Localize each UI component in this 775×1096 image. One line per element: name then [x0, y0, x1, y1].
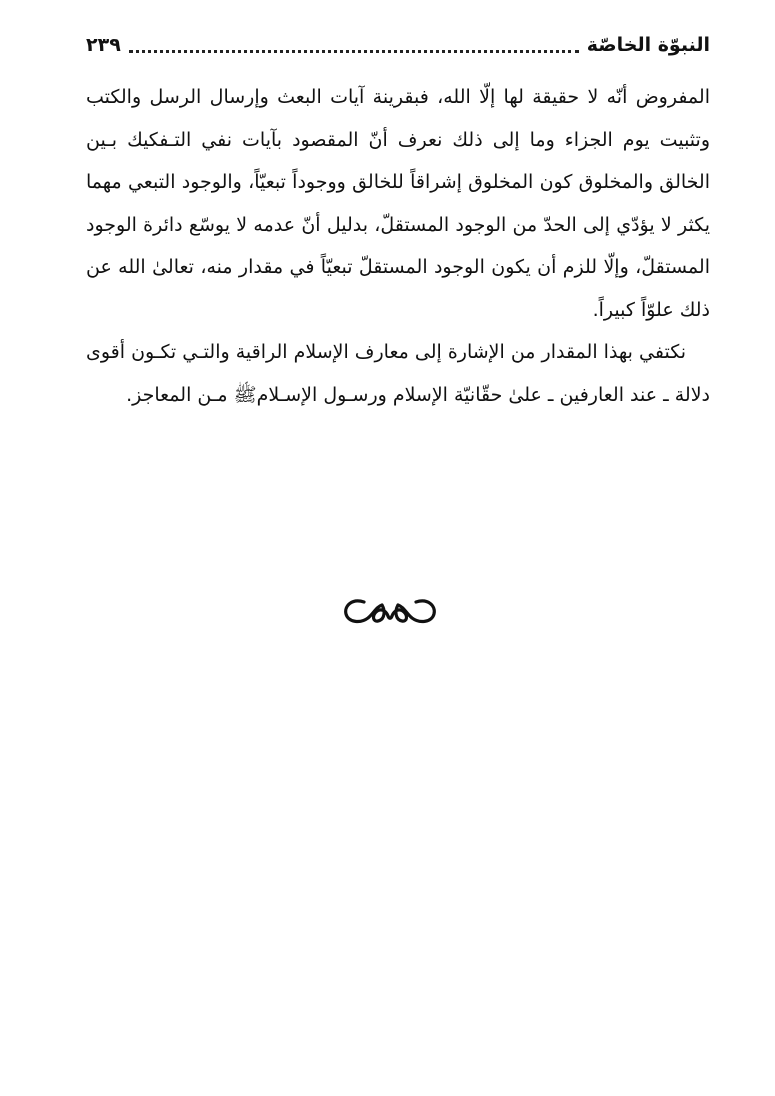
paragraph: نكتفي بهذا المقدار من الإشارة إلى معارف الإسلام الراقية والتـي تكـون أقوى دلالة ـ عند العارفين ـ علىٰ حقّانيّة الإسلام ورسـول الإسـلامﷺ مـن المعاجز. [86, 341, 710, 406]
paragraph: المفروض أنّه لا حقيقة لها إلّا الله، فبقرينة آيات البعث وإرسال الرسل والكتب وتثبيت يوم الجزاء وما إلى ذلك نعرف أنّ المقصود بآيات نفي التـفكيك بـين الخالق والمخلوق كون المخلوق إشراقاً للخالق ووجوداً تبعيّاً، والوجود التبعي مهما يكثر لا يؤدّي إلى الحدّ من الوجود المستقلّ، بدليل أنّ عدمه لا يوسّع دائرة الوجود المستقلّ، وإلّا للزم أن يكون الوجود المستقلّ تبعيّاً في مقدار منه، تعالىٰ الله عن ذلك علوّاً كبيراً. [86, 86, 710, 321]
running-header [86, 28, 710, 62]
running-header-title: النبوّة الخاصّة [586, 34, 710, 56]
page-number: ٢٣٩ [86, 34, 121, 56]
body-text [86, 76, 710, 416]
header-dot-leader [129, 38, 579, 53]
section-end-ornament-icon [340, 590, 440, 630]
